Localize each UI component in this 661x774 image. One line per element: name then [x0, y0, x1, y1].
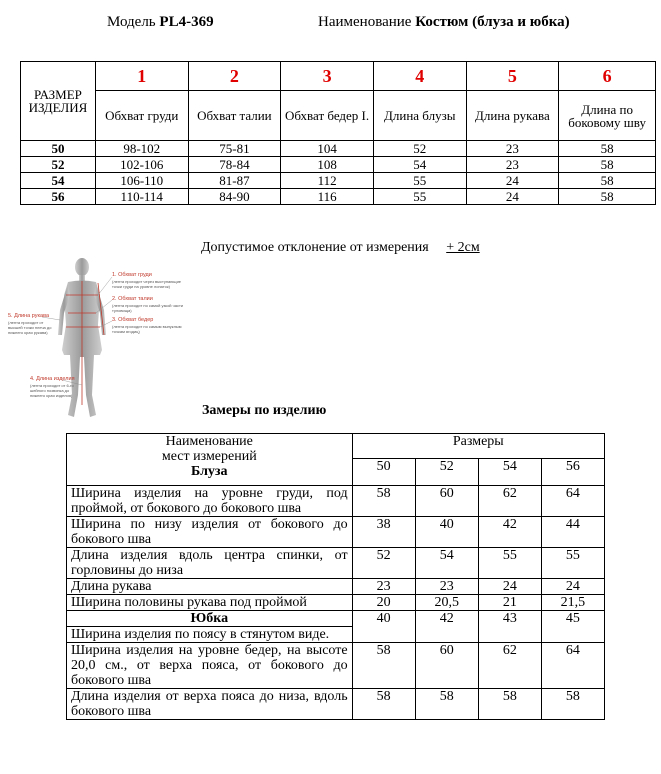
size-header: 56 [541, 459, 604, 486]
table-cell: 45 [541, 611, 604, 643]
product-name: Костюм (блуза и юбка) [415, 14, 570, 30]
fig-note-length: (лента проходит от 6-го шейного позвонка до нижнего края изделия) [30, 383, 74, 398]
table-cell: 55 [373, 173, 466, 189]
column-number: 2 [188, 62, 281, 91]
table-cell: 60 [415, 643, 478, 689]
table-cell: 84-90 [188, 189, 281, 205]
table-cell: 108 [281, 157, 374, 173]
column-label: Длина рукава [466, 91, 559, 141]
size-value: 52 [21, 157, 96, 173]
table-cell: 43 [478, 611, 541, 643]
table-cell: 42 [415, 611, 478, 643]
table-row [67, 643, 605, 689]
table-row [67, 548, 605, 579]
table-cell: 58 [559, 157, 656, 173]
table-cell: 24 [541, 579, 604, 595]
table-cell: 23 [415, 579, 478, 595]
garment-measurements-table [66, 433, 605, 720]
table-cell: 60 [415, 486, 478, 517]
table-cell: 62 [478, 486, 541, 517]
fig-note-hips: (лента проходит по самым выпуклым точкам ягодиц) [112, 324, 182, 334]
table-cell: 52 [373, 141, 466, 157]
table-row [67, 517, 605, 548]
row-label: Ширина изделия на уровне бедер, на высоте 20,0 см., от верха пояса, от бокового до бокового шва [67, 643, 353, 689]
fig-note-chest: (лента проходит через выступающие точки груди на уровне лопаток) [112, 279, 182, 289]
column-number: 4 [373, 62, 466, 91]
fig-note-waist: (лента проходит по самой узкой части туловища) [112, 303, 184, 313]
size-value: 56 [21, 189, 96, 205]
table-cell: 58 [559, 173, 656, 189]
table-cell: 78-84 [188, 157, 281, 173]
header-label-line2: мест измерений [161, 449, 257, 464]
column-label: Длина блузы [373, 91, 466, 141]
column-label: Обхват груди [95, 91, 188, 141]
tolerance-note [201, 240, 480, 256]
table-cell: 58 [415, 689, 478, 720]
table-cell: 64 [541, 643, 604, 689]
column-label: Обхват бедер I. [281, 91, 374, 141]
table-cell: 58 [352, 689, 415, 720]
table-cell: 58 [478, 689, 541, 720]
size-value: 50 [21, 141, 96, 157]
sizes-header: Размеры [352, 434, 604, 459]
table-cell: 58 [559, 141, 656, 157]
header-label-line1: Наименование [165, 434, 253, 449]
size-header-line1: РАЗМЕР [34, 87, 82, 102]
fig-label-sleeve: 5. Длина рукава [8, 313, 49, 319]
row-label: Ширина изделия по поясу в стянутом виде. [67, 627, 353, 643]
section-row [67, 611, 605, 627]
table-cell: 64 [541, 486, 604, 517]
table-cell: 24 [478, 579, 541, 595]
column-label: Обхват талии [188, 91, 281, 141]
table-cell: 58 [352, 486, 415, 517]
table-cell: 20,5 [415, 595, 478, 611]
table-cell: 104 [281, 141, 374, 157]
product-name-header [318, 14, 570, 31]
table-cell: 102-106 [95, 157, 188, 173]
table-row [21, 141, 656, 157]
table-row [21, 173, 656, 189]
size-column-header [21, 62, 96, 141]
table-cell: 20 [352, 595, 415, 611]
row-label: Ширина по низу изделия от бокового до бокового шва [67, 517, 353, 548]
table-cell: 116 [281, 189, 374, 205]
table-cell: 44 [541, 517, 604, 548]
row-label [67, 486, 353, 517]
table-cell: 38 [352, 517, 415, 548]
tolerance-text: Допустимое отклонение от измерения [201, 240, 429, 255]
model-code: PL4-369 [159, 14, 214, 30]
table-row [67, 595, 605, 611]
row-label: Ширина половины рукава под проймой [67, 595, 353, 611]
table-cell: 23 [466, 141, 559, 157]
column-label: Длина по боковому шву [559, 91, 656, 141]
fig-note-sleeve: (лента проходит от высшей точки плеча до нижнего края рукава) [8, 320, 52, 335]
table-cell: 75-81 [188, 141, 281, 157]
table-cell: 112 [281, 173, 374, 189]
table-cell: 58 [559, 189, 656, 205]
table-cell: 24 [466, 189, 559, 205]
tolerance-value: + 2см [446, 240, 480, 255]
size-header: 50 [352, 459, 415, 486]
table-cell: 42 [478, 517, 541, 548]
table-cell: 54 [415, 548, 478, 579]
table-row [67, 486, 605, 517]
table-cell: 62 [478, 643, 541, 689]
table-cell: 55 [373, 189, 466, 205]
fig-label-chest: 1. Обхват груди [112, 272, 152, 278]
table-cell: 52 [352, 548, 415, 579]
section-skirt: Юбка [67, 611, 353, 627]
body-measurement-figure [2, 255, 198, 425]
column-number: 6 [559, 62, 656, 91]
section-blouse: Блуза [191, 464, 228, 479]
column-number: 5 [466, 62, 559, 91]
row-label: Длина рукава [67, 579, 353, 595]
table-cell: 40 [415, 517, 478, 548]
column-number: 3 [281, 62, 374, 91]
table-row [67, 689, 605, 720]
table-cell: 24 [466, 173, 559, 189]
table-row [21, 157, 656, 173]
fig-label-hips: 3. Обхват бедер [112, 317, 154, 323]
table-cell: 81-87 [188, 173, 281, 189]
column-number: 1 [95, 62, 188, 91]
size-value: 54 [21, 173, 96, 189]
table-cell: 40 [352, 611, 415, 643]
table-cell: 21,5 [541, 595, 604, 611]
table-row [67, 579, 605, 595]
model-label: Модель [107, 14, 156, 30]
table-cell: 23 [466, 157, 559, 173]
name-label: Наименование [318, 14, 412, 30]
size-header-line2: ИЗДЕЛИЯ [28, 100, 88, 115]
table-cell: 23 [352, 579, 415, 595]
table-cell: 54 [373, 157, 466, 173]
row-label: Длина изделия вдоль центра спинки, от горловины до низа [67, 548, 353, 579]
size-chart-table [20, 61, 656, 205]
table-cell: 110-114 [95, 189, 188, 205]
fig-label-length: 4. Длина изделия [30, 376, 75, 382]
row-label-text: Ширина изделия на уровне груди, под проймой, от бокового до бокового шва [71, 486, 348, 516]
size-header: 54 [478, 459, 541, 486]
table-cell: 21 [478, 595, 541, 611]
fig-label-waist: 2. Обхват талии [112, 296, 153, 302]
header-label-cell [67, 434, 353, 486]
model-header [107, 14, 214, 31]
table-cell: 58 [352, 643, 415, 689]
table-cell: 106-110 [95, 173, 188, 189]
table-row [21, 189, 656, 205]
row-label: Длина изделия от верха пояса до низа, вдоль бокового шва [67, 689, 353, 720]
table-cell: 55 [478, 548, 541, 579]
table-cell: 55 [541, 548, 604, 579]
measurements-title: Замеры по изделию [202, 403, 327, 418]
table-cell: 98-102 [95, 141, 188, 157]
size-header: 52 [415, 459, 478, 486]
table-cell: 58 [541, 689, 604, 720]
